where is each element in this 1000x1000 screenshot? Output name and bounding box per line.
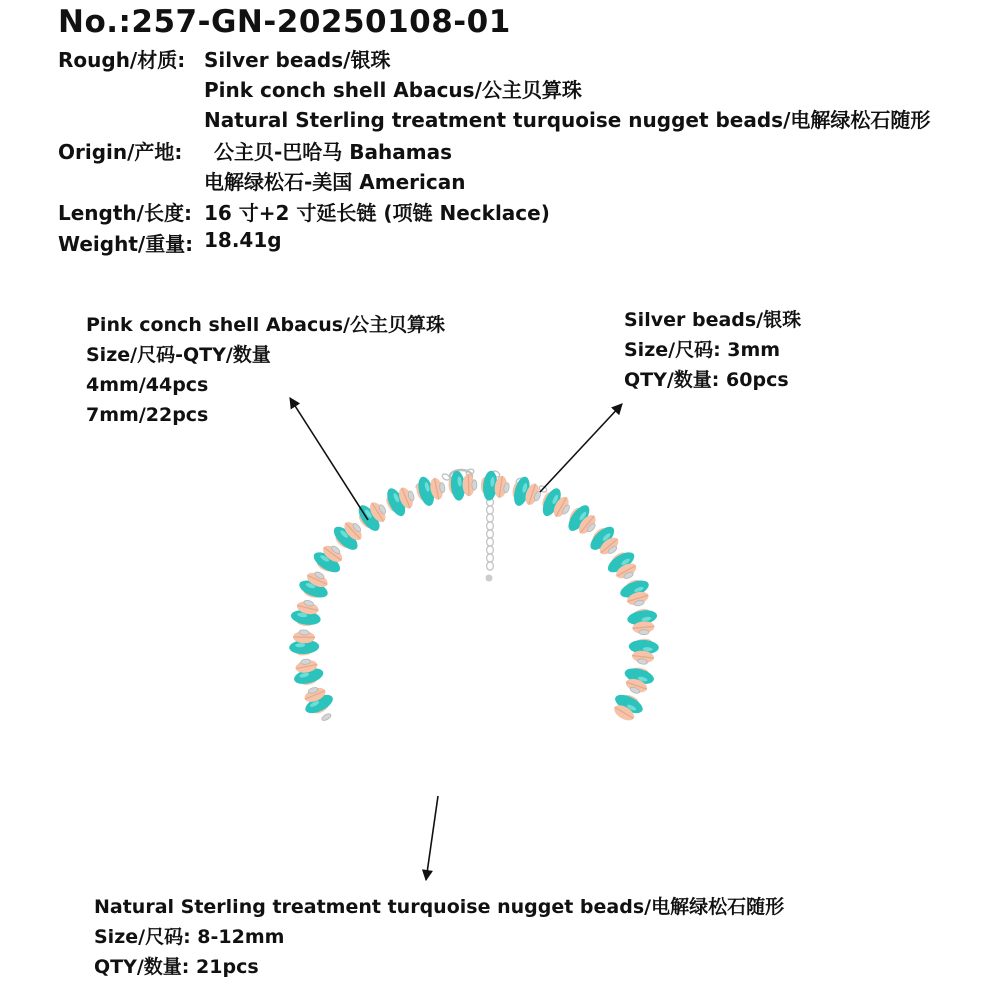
arrow-turquoise [426, 796, 438, 880]
spec-origin-value-2: 电解绿松石-美国 American [204, 170, 466, 194]
extender-link [487, 538, 494, 546]
extender-link [487, 522, 494, 530]
extender-link [487, 530, 494, 538]
silver-bead [321, 712, 332, 721]
spec-rough-label: Rough/材质: [58, 48, 186, 72]
spec-rough-value-2: Pink conch shell Abacus/公主贝算珠 [204, 78, 582, 102]
callout-conch-line: 7mm/22pcs [86, 404, 209, 426]
spec-rough-value-3: Natural Sterling treatment turquoise nugget beads/电解绿松石随形 [204, 108, 931, 132]
spec-length-label: Length/长度: [58, 201, 192, 225]
callout-silver-line: QTY/数量: 60pcs [624, 369, 789, 391]
spec-weight-label: Weight/重量: [58, 232, 194, 256]
extender-link [487, 562, 494, 570]
spec-rough-value-1: Silver beads/银珠 [204, 48, 391, 72]
callout-conch-line: 4mm/44pcs [86, 374, 209, 396]
silver-bead [639, 630, 649, 635]
product-number: No.:257-GN-20250108-01 [58, 4, 511, 40]
callout-conch-line: Size/尺码-QTY/数量 [86, 344, 271, 366]
silver-bead [299, 629, 309, 635]
spec-origin-value-1: 公主贝-巴哈马 Bahamas [214, 140, 452, 164]
extender-link [487, 506, 494, 514]
extender-link [487, 514, 494, 522]
extender-link [487, 554, 494, 562]
spec-weight-value: 18.41g [204, 228, 282, 252]
extender-link [487, 546, 494, 554]
arrow-silver [540, 404, 622, 492]
callout-turquoise-line: QTY/数量: 21pcs [94, 956, 259, 978]
arrow-conch [290, 398, 368, 520]
conch-ridge [468, 474, 469, 496]
silver-bead [472, 480, 477, 490]
callout-turquoise-line: Size/尺码: 8-12mm [94, 926, 285, 948]
callout-silver-title: Silver beads/银珠 [624, 309, 802, 331]
callout-silver-line: Size/尺码: 3mm [624, 339, 781, 361]
extender-end-bead [486, 575, 493, 582]
spec-origin-label: Origin/产地: [58, 140, 183, 164]
callout-conch-title: Pink conch shell Abacus/公主贝算珠 [86, 314, 445, 336]
callout-turquoise-title: Natural Sterling treatment turquoise nugget beads/电解绿松石随形 [94, 896, 785, 918]
spec-length-value: 16 寸+2 寸延长链 (项链 Necklace) [204, 201, 550, 225]
